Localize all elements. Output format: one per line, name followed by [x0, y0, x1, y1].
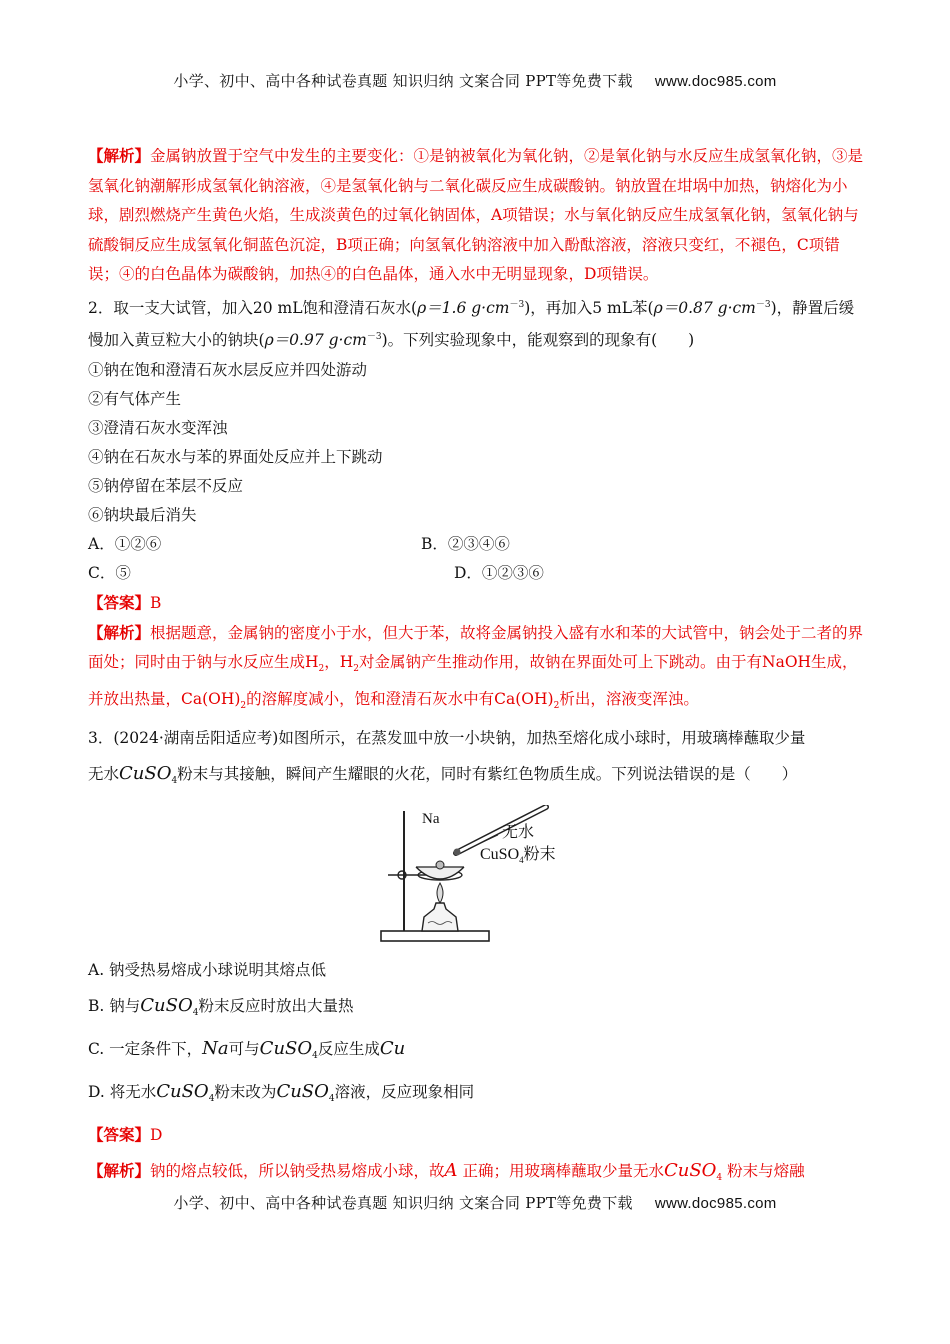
q2-exp-2: －3	[755, 299, 771, 310]
sub-4: 4	[716, 1172, 723, 1183]
label-na: Na	[422, 810, 440, 827]
sub-2: 2	[318, 664, 325, 675]
label-powder: 粉末	[523, 845, 556, 863]
q3-opt-b2: 粉末反应时放出大量热	[198, 996, 354, 1015]
q2-analysis-a: 根据题意，金属钠的密度小于水，但大于苯，故将金属钠投入盛有水和苯的大试管中，钠会处于二者的界面处；同时由于钠与水反应生成H	[88, 623, 864, 672]
question-2-items	[88, 356, 868, 530]
sub-4: 4	[171, 776, 178, 787]
q2-options-row-1	[88, 530, 868, 559]
alcohol-lamp	[422, 903, 458, 931]
analysis-text: 金属钠放置于空气中发生的主要变化：①是钠被氧化为氧化钠，②是氧化钠与水反应生成氢氧化钠，③是氢氧化钠潮解形成氢氧化钠溶液，④是氢氧化钠与二氧化碳反应生成碳酸钠。钠放置在坩埚中加热，钠熔化为小球，剧烈燃烧产生黄色火焰，生成淡黄色的过氧化钠固体，A项错误；水与氧化钠反应生成氢氧化钠，氢氧化钠与硫酸铜反应生成氢氧化铜蓝色沉淀，B项正确；向氢氧化钠溶液中加入酚酞溶液，溶液只变红，不褪色，C项错误；④的白色晶体为碳酸钠，加热④的白色晶体，通入水中无明显现象，D项错误。	[88, 147, 864, 283]
footer-text: 小学、初中、高中各种试卷真题 知识归纳 文案合同 PPT等免费下载	[173, 1194, 633, 1212]
q2-option-d: D．①②③⑥	[454, 563, 544, 582]
q3-stem-b1: 无水	[88, 765, 120, 783]
q2-options-row-2	[88, 559, 868, 588]
q3-option-d	[88, 1074, 868, 1117]
sub-2: 2	[353, 664, 360, 675]
page-header	[0, 70, 950, 91]
q3-opt-c3: 反应生成	[317, 1039, 380, 1058]
q3-answer	[88, 1117, 868, 1153]
q3-option-c	[88, 1031, 868, 1074]
q3-opt-b1: B. 钠与	[88, 996, 141, 1015]
q2-analysis-c: 对金属钠产生推动作用，故钠在界面处可上下跳动。由于有NaOH生成，并放出热量，Ca(OH)	[88, 653, 858, 708]
q3-analysis-c: 粉末与熔融	[722, 1161, 805, 1180]
q2-option-c: C．⑤	[88, 563, 131, 582]
question-2-stem	[88, 291, 868, 356]
chem-cuso: CuSO	[140, 994, 193, 1016]
chem-cuso: CuSO	[156, 1080, 209, 1102]
q2-stem-b: )，再加入5 mL苯(	[524, 298, 654, 317]
q2-option-b: B．②③④⑥	[421, 534, 510, 553]
question-3-stem-2	[88, 759, 868, 797]
q2-answer	[88, 588, 868, 618]
q2-stem-a: 2．取一支大试管，加入20 mL饱和澄清石灰水(	[88, 298, 418, 317]
document-body	[88, 141, 868, 1196]
q2-stem-d: )。下列实验现象中，能观察到的现象有( )	[381, 331, 695, 350]
q2-exp-1: －3	[509, 299, 525, 310]
q3-opt-c2: 可与	[228, 1039, 260, 1058]
sodium-ball	[436, 861, 444, 869]
label-anhydrous: 无水	[502, 823, 535, 841]
q2-density-2: ρ＝0.87 g·cm	[653, 298, 756, 317]
q2-stem-c: )，静置后缓慢加入黄豆粒大小的钠块(	[88, 298, 855, 350]
q3-analysis-b: 正确；用玻璃棒蘸取少量无水	[457, 1161, 664, 1180]
cuso4-powder-tip	[454, 848, 461, 855]
chem-cu: Cu	[379, 1037, 406, 1059]
q2-analysis	[88, 618, 868, 722]
q3-stem-b2: 粉末与其接触，瞬间产生耀眼的火花，同时有紫红色物质生成。下列说法错误的是（ ）	[177, 765, 798, 783]
stand-base	[381, 931, 489, 941]
q2-density-1: ρ＝1.6 g·cm	[417, 298, 510, 317]
sub-4: 4	[328, 1093, 335, 1104]
answer-value: B	[150, 593, 162, 612]
sub-2: 2	[553, 701, 560, 711]
footer-site: www.doc985.com	[654, 1195, 777, 1212]
header-text: 小学、初中、高中各种试卷真题 知识归纳 文案合同 PPT等免费下载	[173, 72, 633, 90]
q2-analysis-b: ，H	[324, 653, 354, 672]
option-letter-a: A	[444, 1159, 458, 1181]
analysis-1	[88, 141, 868, 290]
q3-analysis	[88, 1153, 868, 1196]
chem-cuso: CuSO	[259, 1037, 313, 1059]
analysis-tag: 【解析】	[88, 146, 151, 165]
q2-analysis-e: 析出，溶液变浑浊。	[559, 689, 699, 708]
analysis-tag: 【解析】	[88, 622, 151, 642]
q2-item: ④钠在石灰水与苯的界面处反应并上下跳动	[88, 447, 383, 466]
q2-option-a: A．①②⑥	[88, 534, 162, 553]
q2-item: ⑤钠停留在苯层不反应	[88, 476, 244, 495]
analysis-tag: 【解析】	[88, 1160, 151, 1180]
chem-cuso: CuSO	[663, 1159, 717, 1181]
flame	[437, 883, 443, 903]
q3-opt-c1: C. 一定条件下，	[88, 1039, 203, 1058]
question-3-stem-1: 3．(2024·湖南岳阳适应考)如图所示，在蒸发皿中放一小块钠，加热至熔化成小球时，用玻璃棒蘸取少量	[88, 728, 806, 747]
q3-option-a: A. 钠受热易熔成小球说明其熔点低	[88, 960, 327, 979]
answer-tag: 【答案】	[88, 592, 151, 612]
q3-opt-d3: 溶液，反应现象相同	[334, 1082, 475, 1101]
q2-exp-3: －3	[366, 332, 382, 343]
apparatus-figure	[88, 797, 868, 945]
q2-item: ②有气体产生	[88, 389, 182, 408]
chem-cuso: CuSO	[276, 1080, 329, 1102]
label-cuso4-powder	[480, 841, 556, 865]
q3-option-b	[88, 988, 868, 1031]
q2-item: ⑥钠块最后消失	[88, 505, 197, 524]
header-site: www.doc985.com	[654, 73, 777, 90]
q2-item: ③澄清石灰水变浑浊	[88, 418, 228, 437]
sub-4: 4	[312, 1050, 318, 1061]
q2-item: ①钠在饱和澄清石灰水层反应并四处游动	[88, 360, 368, 379]
page-footer	[0, 1192, 950, 1213]
apparatus-diagram	[378, 805, 608, 945]
sub-4: 4	[519, 854, 524, 865]
q3-opt-d2: 粉末改为	[214, 1082, 277, 1101]
q3-analysis-a: 钠的熔点较低，所以钠受热易熔成小球，故	[150, 1161, 445, 1180]
q3-opt-d1: D. 将无水	[88, 1082, 157, 1101]
q2-density-3: ρ＝0.97 g·cm	[264, 331, 367, 350]
answer-tag: 【答案】	[88, 1124, 151, 1144]
sub-2: 2	[240, 701, 247, 711]
q2-analysis-d: 的溶解度减小，饱和澄清石灰水中有Ca(OH)	[246, 689, 554, 708]
chem-na: Na	[202, 1037, 229, 1059]
sub-4: 4	[208, 1093, 215, 1104]
label-cuso4: CuSO	[480, 845, 520, 863]
chem-cuso: CuSO	[119, 763, 172, 784]
sub-4: 4	[192, 1007, 199, 1018]
answer-value: D	[150, 1125, 163, 1144]
